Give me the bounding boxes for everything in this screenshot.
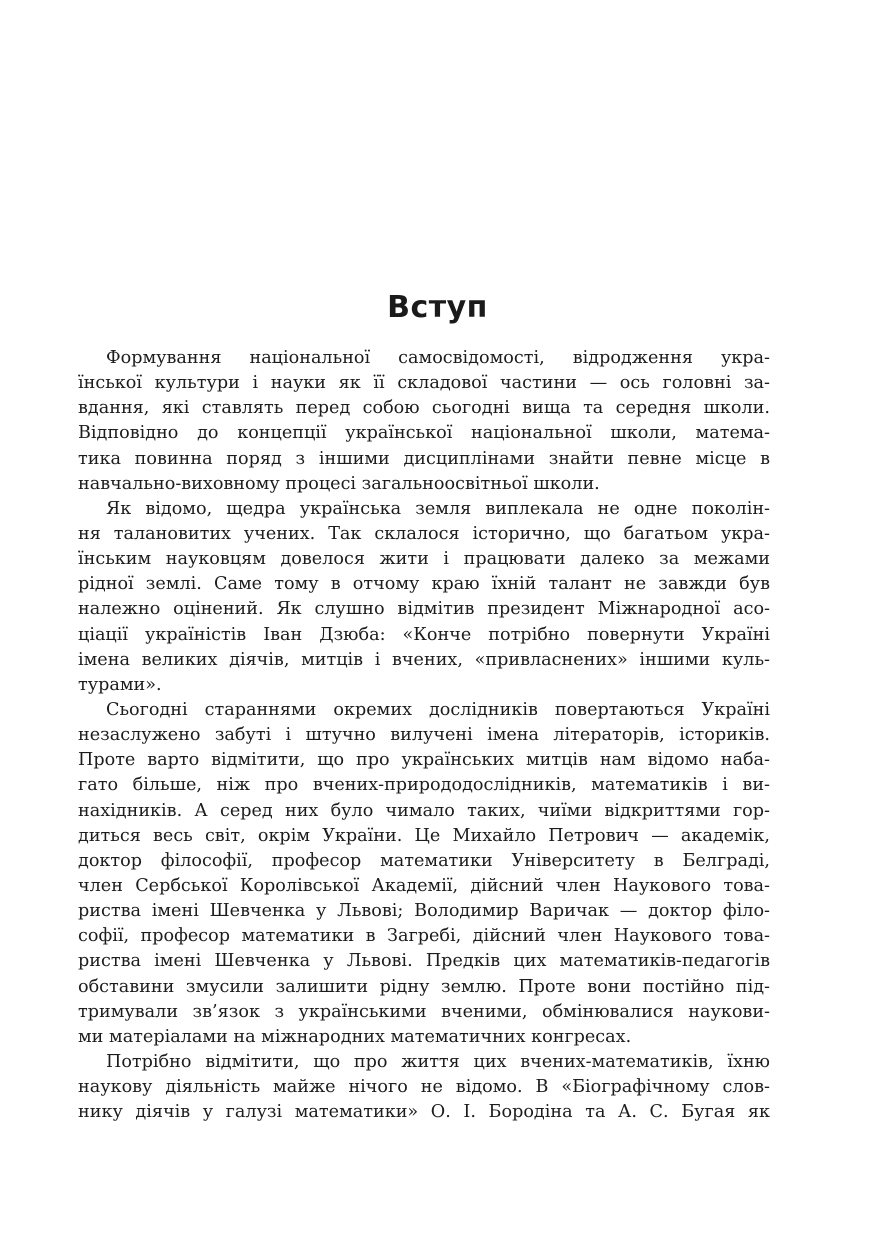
text-line: доктор філософії, професор математики Університету в Белграді, [78, 850, 770, 871]
text-line: навчально-виховному процесі загальноосвітньої школи. [78, 473, 600, 494]
chapter-title: Вступ [387, 290, 488, 325]
text-line: Сьогодні стараннями окремих дослідників повертаються Україні [106, 699, 770, 720]
text-line: нику діячів у галузі математики» О. І. Бородіна та А. С. Бугая як [78, 1102, 770, 1123]
text-line: належно оцінений. Як слушно відмітив президент Міжнародної асо- [78, 599, 770, 620]
text-line: гато більше, ніж про вчених-природодослідників, математиків і ви- [78, 775, 770, 796]
text-line: обставини змусили залишити рідну землю. Проте вони постійно під- [78, 976, 770, 997]
text-line: рідної землі. Саме тому в отчому краю їхній талант не завжди був [78, 574, 770, 595]
text-line: незаслужено забуті і штучно вилучені імена літераторів, істориків. [78, 725, 770, 746]
text-line: тримували зв’язок з українськими вченими, обмінювалися наукови- [78, 1001, 770, 1022]
text-line: риства імені Шевченка у Львові; Володимир Варичак — доктор філо- [78, 901, 770, 922]
text-line: турами». [78, 674, 162, 695]
text-line: ня талановитих учених. Так склалося історично, що багатьом укра- [78, 523, 770, 544]
text-line: Відповідно до концепції української національної школи, матема- [78, 423, 770, 444]
text-line: тика повинна поряд з іншими дисциплінами знайти певне місце в [78, 448, 770, 469]
text-line: ми матеріалами на міжнародних математичних конгресах. [78, 1026, 632, 1047]
body-text [78, 346, 770, 1125]
text-line: Як відомо, щедра українська земля виплекала не одне поколін- [106, 498, 770, 519]
text-line: член Сербської Королівської Академії, дійсний член Наукового това- [78, 875, 770, 896]
text-line: риства імені Шевченка у Львові. Предків цих математиків-педагогів [78, 951, 770, 972]
text-line: софії, професор математики в Загребі, дійсний член Наукового това- [78, 926, 770, 947]
text-line: Формування національної самосвідомості, відродження укра- [106, 348, 770, 368]
text-line: Проте варто відмітити, що про українських митців нам відомо наба- [78, 750, 770, 771]
text-line: вдання, які ставлять перед собою сьогодні вища та середня школи. [78, 398, 770, 419]
text-line: Потрібно відмітити, що про життя цих вчених-математиків, їхню [106, 1051, 770, 1072]
text-line: імена великих діячів, митців і вчених, «привласнених» іншими куль- [78, 649, 770, 670]
text-line: їнської культури і науки як її складової частини — ось головні за- [78, 373, 770, 394]
text-line: їнським науковцям довелося жити і працювати далеко за межами [78, 549, 770, 570]
text-line: нахідників. А серед них було чимало таких, чиїми відкриттями гор- [78, 800, 770, 821]
text-line: наукову діяльність майже нічого не відомо. В «Біографічному слов- [78, 1077, 770, 1098]
text-line: диться весь світ, окрім України. Це Михайло Петрович — академік, [78, 825, 770, 846]
text-line: ціації україністів Іван Дзюба: «Конче потрібно повернути Україні [78, 624, 770, 645]
